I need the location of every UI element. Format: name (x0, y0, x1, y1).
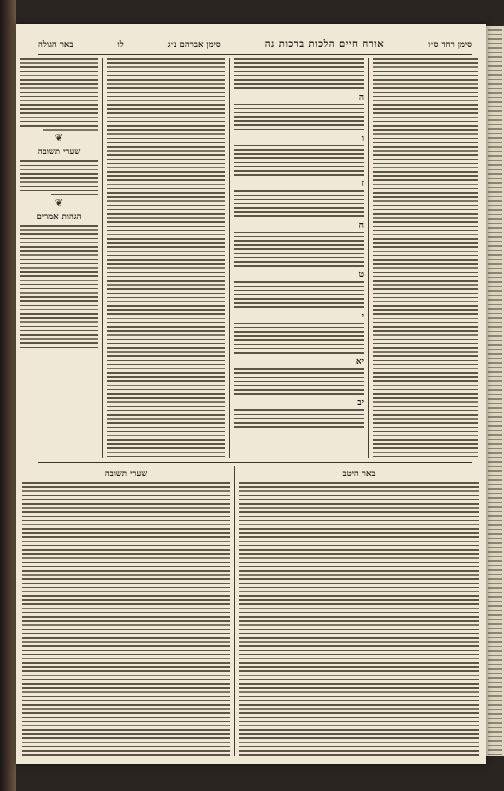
paragraph-mark: ו (361, 133, 364, 144)
margin-heading-shaarei-teshuvah: שערי תשובה (37, 147, 81, 158)
lower-commentary-right (239, 466, 479, 756)
margin-heading-hagahot: הגהות אמרים (36, 212, 82, 223)
header-left-section: סימן אברהם נ״ג (167, 39, 221, 50)
column-divider (368, 58, 369, 458)
header-siman: סימן רחד ס״ו (428, 39, 472, 50)
column-divider (229, 58, 230, 458)
paragraph-mark: יב (357, 398, 364, 409)
header-title: אורח חיים הלכות ברכות נה (264, 38, 385, 50)
header-be-er-hagolah: באר הגולה (38, 39, 74, 50)
folio-number: לו (117, 39, 124, 50)
ornament-divider: ❦ (54, 198, 64, 210)
commentary-column-left (107, 58, 225, 458)
section-rule (38, 462, 472, 463)
main-text-column (234, 58, 364, 458)
column-divider (102, 58, 103, 458)
paragraph-mark: ז (361, 179, 364, 190)
section-heading-shaarei-teshuvah: שערי תשובה (104, 469, 148, 479)
book-page (16, 24, 486, 764)
header-rule (38, 54, 472, 55)
commentary-column-right (373, 58, 478, 458)
lower-commentary-left (22, 466, 230, 756)
section-heading-beer-heitev: באר היטב (342, 469, 376, 479)
ornament-divider: ❦ (54, 133, 64, 145)
paragraph-mark: ח (358, 220, 364, 231)
paragraph-mark: יא (355, 357, 364, 368)
paragraph-mark: ט (358, 270, 364, 281)
paragraph-mark: ה (358, 92, 364, 103)
margin-column-left (20, 58, 98, 458)
paragraph-mark: י (361, 311, 364, 322)
book-spine (0, 0, 16, 791)
column-divider (234, 466, 235, 756)
page-header (38, 36, 472, 52)
adjacent-page-edge (486, 26, 504, 756)
